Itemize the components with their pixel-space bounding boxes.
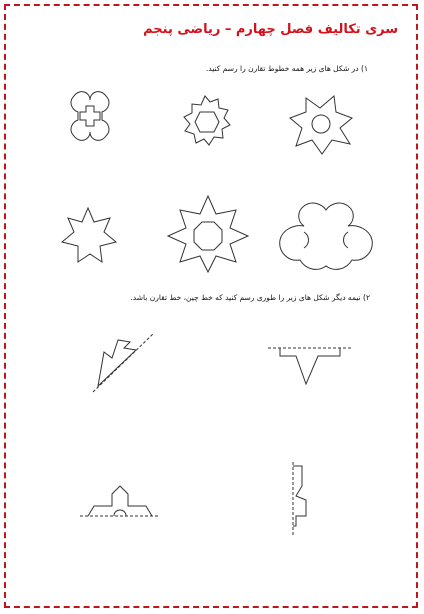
half-shape-vertical: [293, 462, 306, 536]
half-shape-diagonal: [93, 333, 154, 392]
question-1-text: در شکل های زیر همه خطوط تقارن را رسم کنید.: [205, 64, 359, 73]
half-shape-house: [80, 486, 158, 516]
seven-point-star-shape: [62, 208, 116, 262]
question-2-text: نیمه دیگر شکل های زیر را طوری رسم کنید که خط چین، خط تقارن باشد.: [130, 293, 361, 302]
star-with-circle-shape: [290, 96, 352, 154]
question-1-number: ۱): [361, 64, 368, 73]
moon-crescent-shape: [280, 203, 373, 269]
worksheet-title: سری تکالیف فصل چهارم – ریاضی پنجم: [143, 22, 398, 37]
star-with-octagon-shape: [168, 196, 248, 272]
half-shape-horizontal: [268, 348, 352, 384]
quatrefoil-cross-shape: [71, 92, 109, 141]
snowflake-hexagon-shape: [184, 96, 230, 145]
question-2-number: ۲): [363, 293, 370, 302]
